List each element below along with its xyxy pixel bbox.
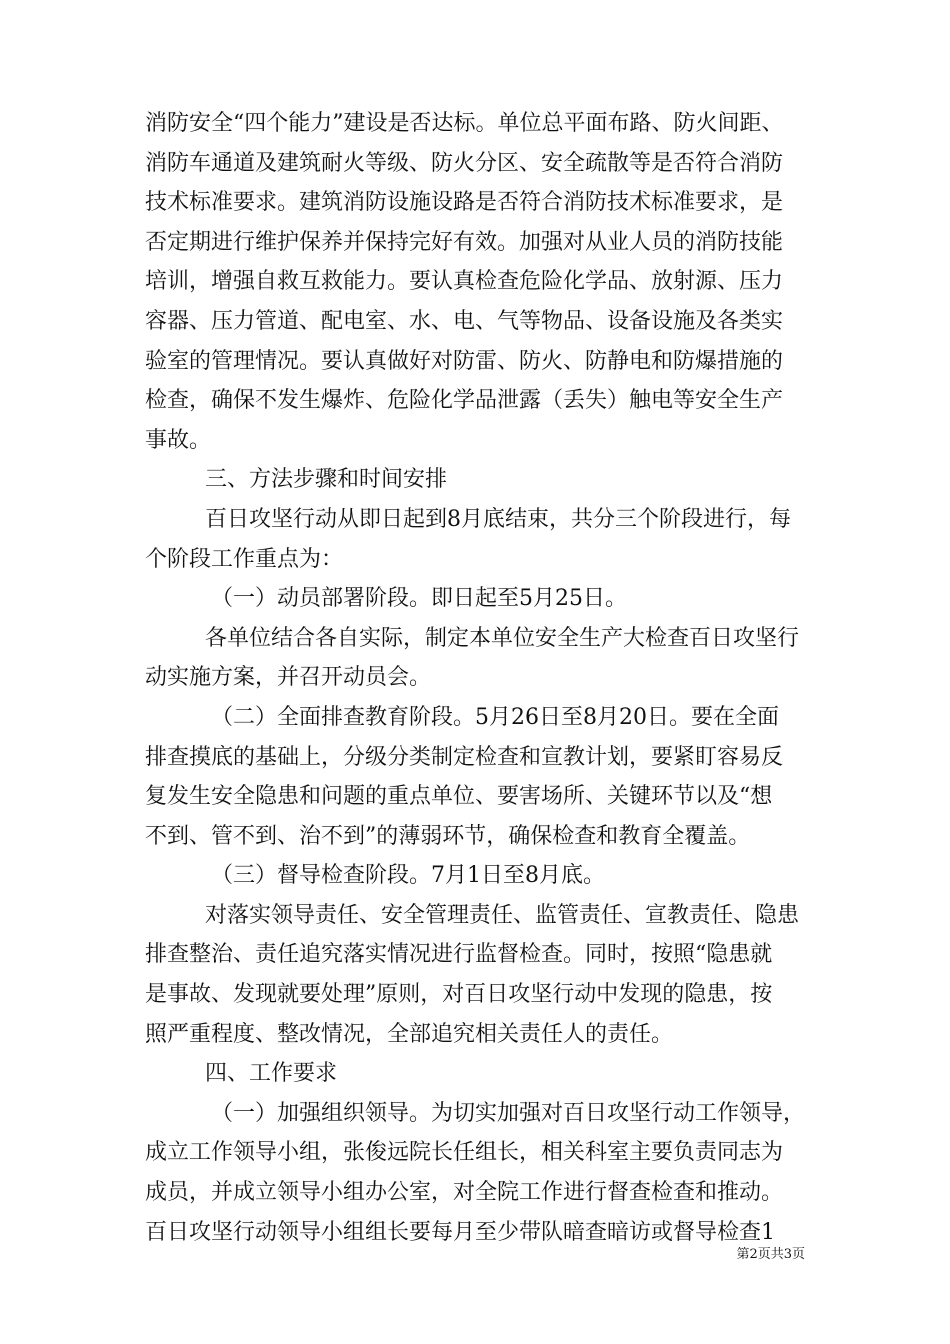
text-line: 否定期进行维护保养并保持完好有效。加强对从业人员的消防技能 bbox=[145, 229, 784, 255]
section-heading: 四、工作要求 bbox=[205, 1061, 338, 1087]
text-line: 技术标准要求。建筑消防设施设路是否符合消防技术标准要求，是 bbox=[145, 190, 784, 216]
text-line: （一）加强组织领导。为切实加强对百日攻坚行动工作领导， bbox=[211, 1100, 806, 1126]
text-line: 事故。 bbox=[145, 427, 212, 453]
section-heading: 三、方法步骤和时间安排 bbox=[205, 467, 448, 493]
text-line: 对落实领导责任、安全管理责任、监管责任、宣教责任、隐患 bbox=[205, 902, 800, 928]
text-line: 成员，并成立领导小组办公室，对全院工作进行督查检查和推动。 bbox=[145, 1180, 784, 1206]
text-line: 百日攻坚行动从即日起到8月底结束，共分三个阶段进行，每 bbox=[205, 506, 791, 532]
page-footer: 第2页共3页 bbox=[736, 1247, 805, 1262]
text-line: 复发生安全隐患和问题的重点单位、要害场所、关键环节以及“想 bbox=[145, 784, 773, 810]
document-body bbox=[145, 104, 810, 1252]
text-line: 个阶段工作重点为： bbox=[145, 546, 344, 572]
text-line: 不到、管不到、治不到”的薄弱环节，确保检查和教育全覆盖。 bbox=[145, 823, 751, 849]
text-line: 各单位结合各自实际，制定本单位安全生产大检查百日攻坚行 bbox=[205, 625, 800, 651]
text-line: 百日攻坚行动领导小组组长要每月至少带队暗查暗访或督导检查1 bbox=[145, 1219, 775, 1245]
text-line: 培训，增强自救互救能力。要认真检查危险化学品、放射源、压力 bbox=[145, 269, 784, 295]
text-line: 排查摸底的基础上，分级分类制定检查和宣教计划，要紧盯容易反 bbox=[145, 744, 784, 770]
subsection-heading: （一）动员部署阶段。即日起至5月25日。 bbox=[211, 586, 627, 612]
text-line: 容器、压力管道、配电室、水、电、气等物品、设备设施及各类实 bbox=[145, 308, 784, 334]
text-line: 排查整治、责任追究落实情况进行监督检查。同时，按照“隐患就 bbox=[145, 942, 773, 968]
text-line: 是事故、发现就要处理”原则，对百日攻坚行动中发现的隐患，按 bbox=[145, 982, 773, 1008]
text-line: 检查，确保不发生爆炸、危险化学品泄露（丢失）触电等安全生产 bbox=[145, 388, 784, 414]
text-line: 消防车通道及建筑耐火等级、防火分区、安全疏散等是否符合消防 bbox=[145, 150, 784, 176]
text-line: 动实施方案，并召开动员会。 bbox=[145, 665, 432, 691]
text-line: （二）全面排查教育阶段。5月26日至8月20日。要在全面 bbox=[211, 704, 779, 730]
text-line: 成立工作领导小组，张俊远院长任组长，相关科室主要负责同志为 bbox=[145, 1140, 784, 1166]
text-line: 消防安全“四个能力”建设是否达标。单位总平面布路、防火间距、 bbox=[145, 111, 784, 136]
subsection-heading: （三）督导检查阶段。7月1日至8月底。 bbox=[211, 863, 605, 889]
text-line: 照严重程度、整改情况，全部追究相关责任人的责任。 bbox=[145, 1021, 674, 1047]
text-line: 验室的管理情况。要认真做好对防雷、防火、防静电和防爆措施的 bbox=[145, 348, 784, 374]
